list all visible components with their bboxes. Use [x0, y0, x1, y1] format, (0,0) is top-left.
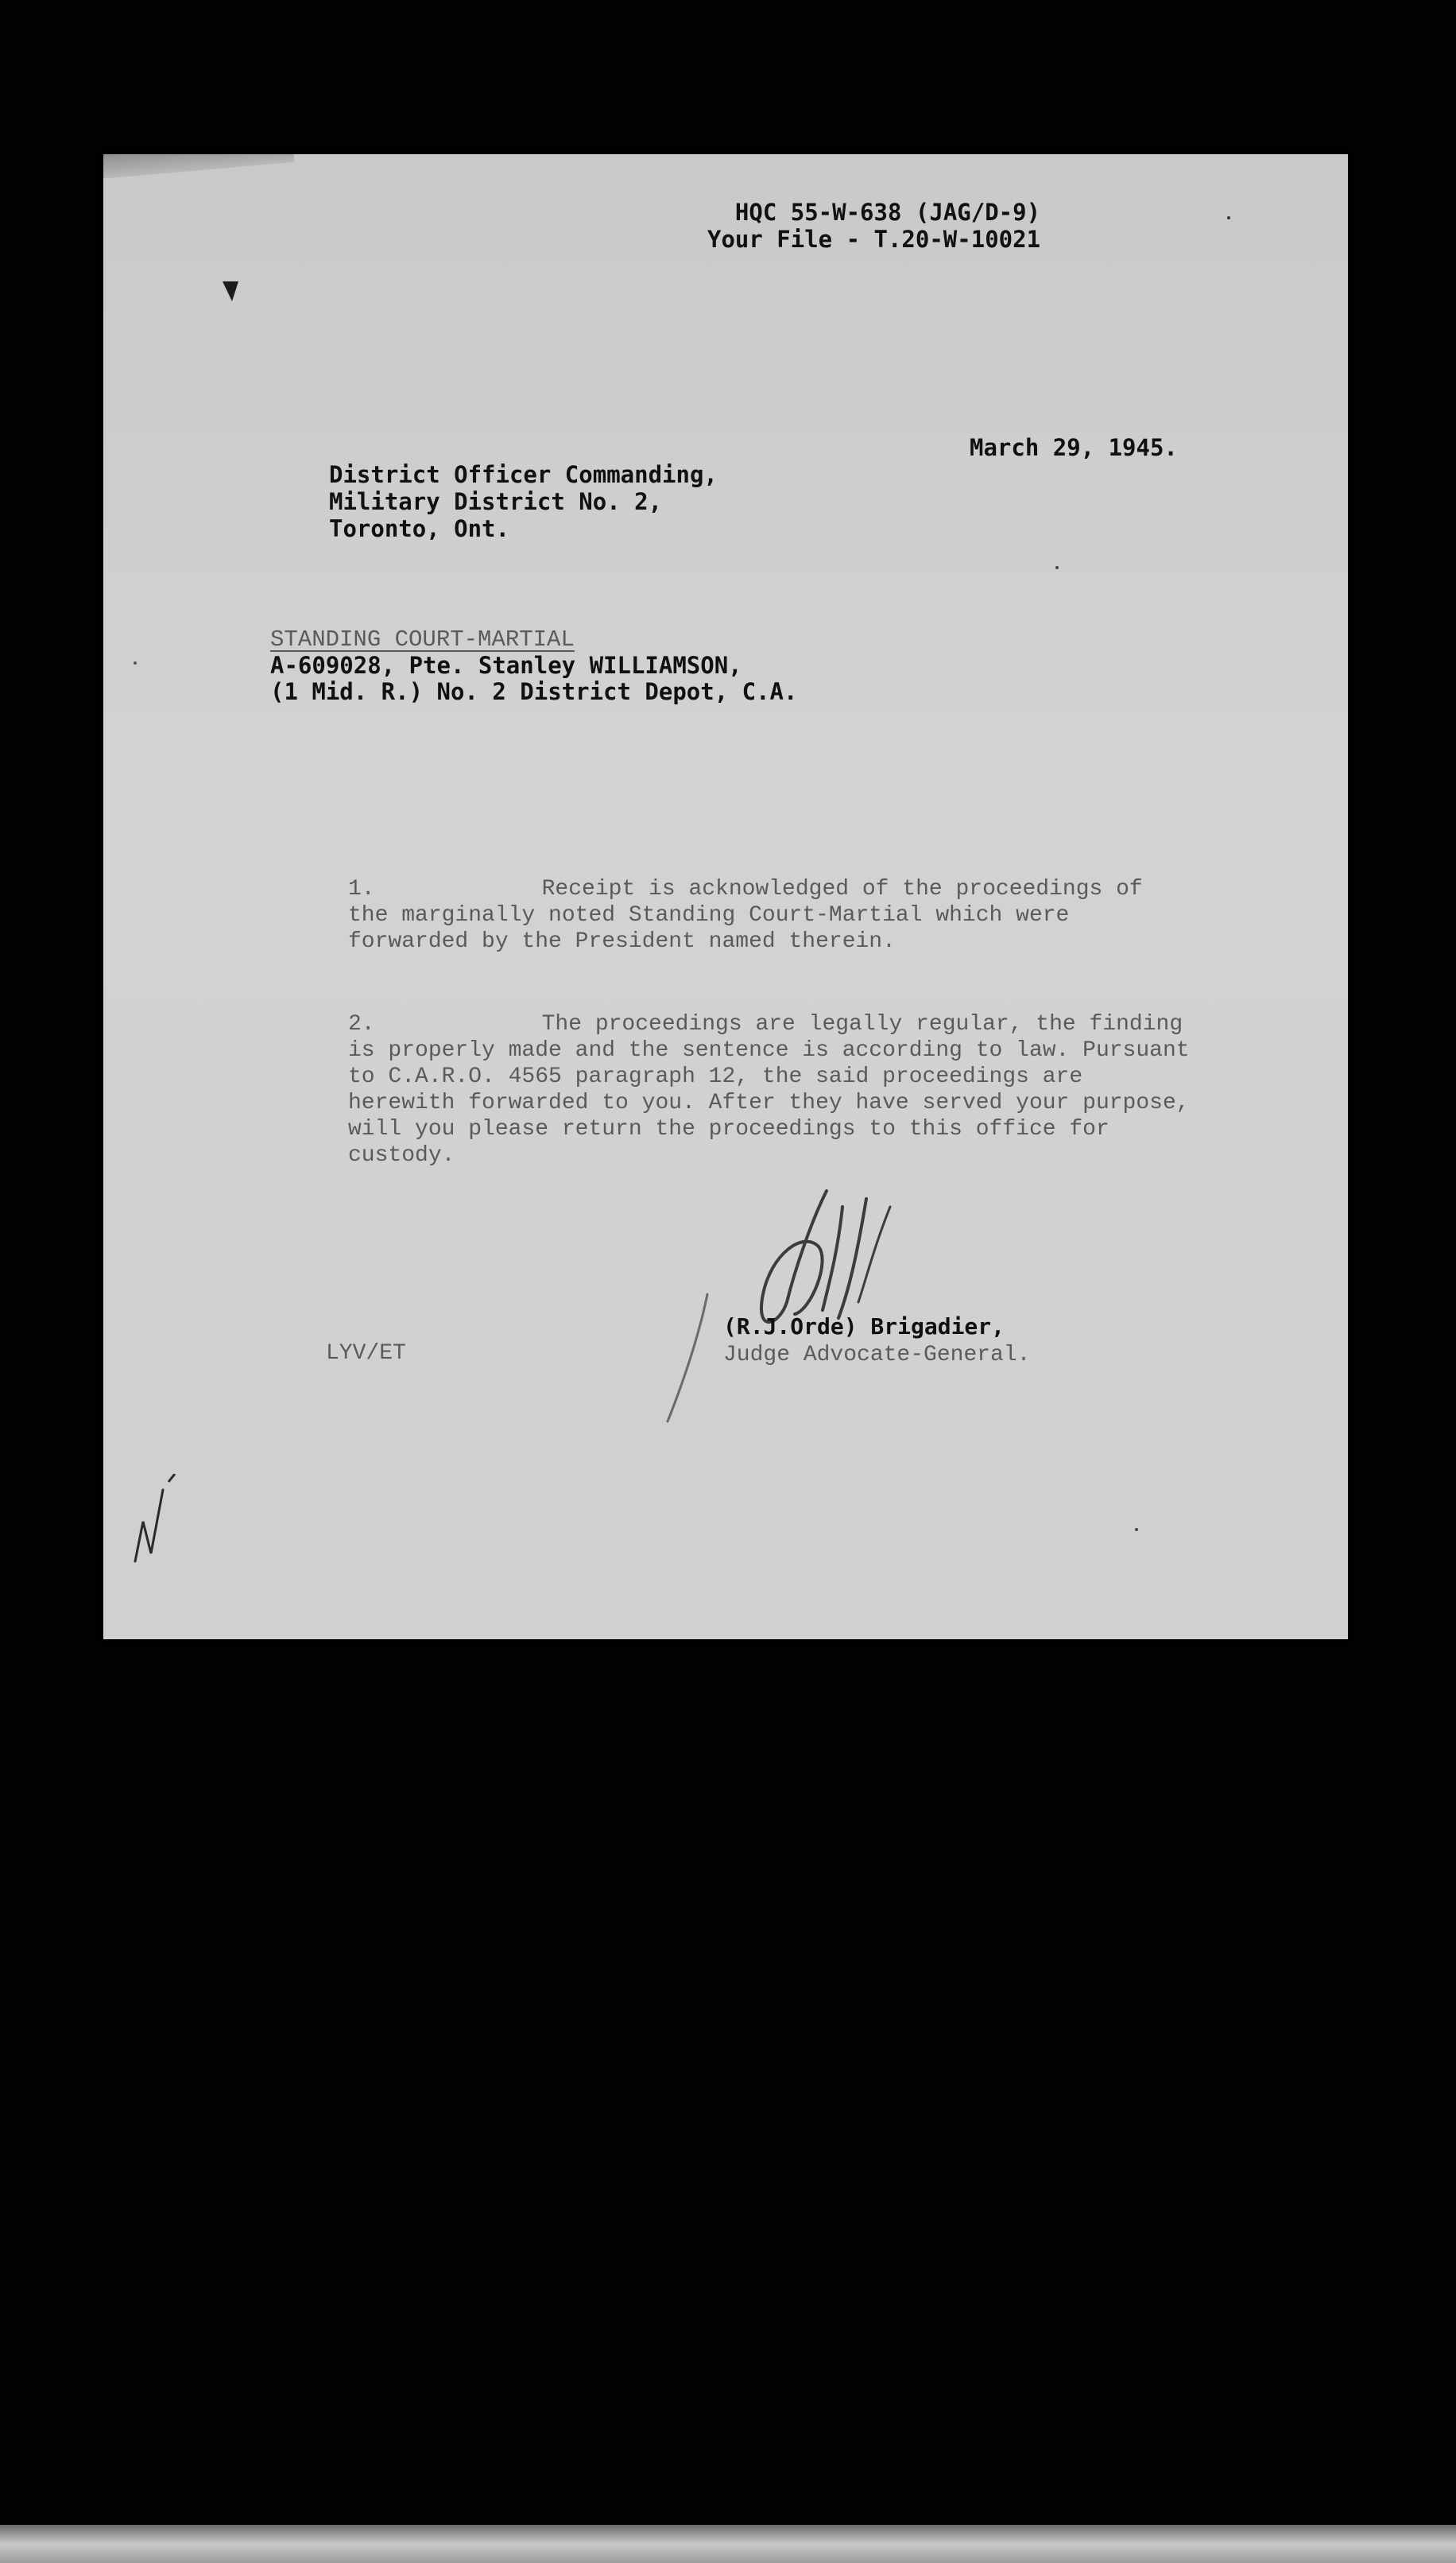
file-ref-line-2: Your File - T.20-W-10021: [707, 226, 1041, 253]
letter-page: [103, 154, 1348, 1639]
paragraph-1-number: 1.: [348, 877, 375, 902]
reference-initials: LYV/ET: [326, 1341, 406, 1366]
paper-specks: [103, 154, 1348, 1639]
subject-line-2: A-609028, Pte. Stanley WILLIAMSON,: [270, 652, 742, 679]
paragraph-1-text: Receipt is acknowledged of the proceedings of the marginally noted Standing Court-Martial which were forwarded by the President named therein.: [348, 877, 1143, 954]
file-ref-line-1: HQC 55-W-638 (JAG/D-9): [734, 199, 1041, 226]
letter-date: March 29, 1945.: [970, 434, 1178, 461]
scanner-edge-strip: [0, 2525, 1456, 2563]
address-line-2: Military District No. 2,: [329, 488, 663, 515]
address-line-3: Toronto, Ont.: [329, 515, 509, 542]
signature-title: Judge Advocate-General.: [723, 1343, 1031, 1367]
address-line-1: District Officer Commanding,: [329, 461, 718, 488]
subject-title: STANDING COURT-MARTIAL: [270, 626, 575, 653]
paragraph-2-text: The proceedings are legally regular, the finding is properly made and the sentence is according to law. Pursuant to C.A.R.O. 4565 paragraph 12, the said proceedings are herewith forwarded to you. After they have served your purpose, will you please return the proceedings to this office for custody.: [348, 1012, 1190, 1168]
signature-name: (R.J.Orde) Brigadier,: [723, 1313, 1005, 1340]
paragraph-2-number: 2.: [348, 1012, 375, 1037]
subject-line-3: (1 Mid. R.) No. 2 District Depot, C.A.: [270, 678, 798, 705]
